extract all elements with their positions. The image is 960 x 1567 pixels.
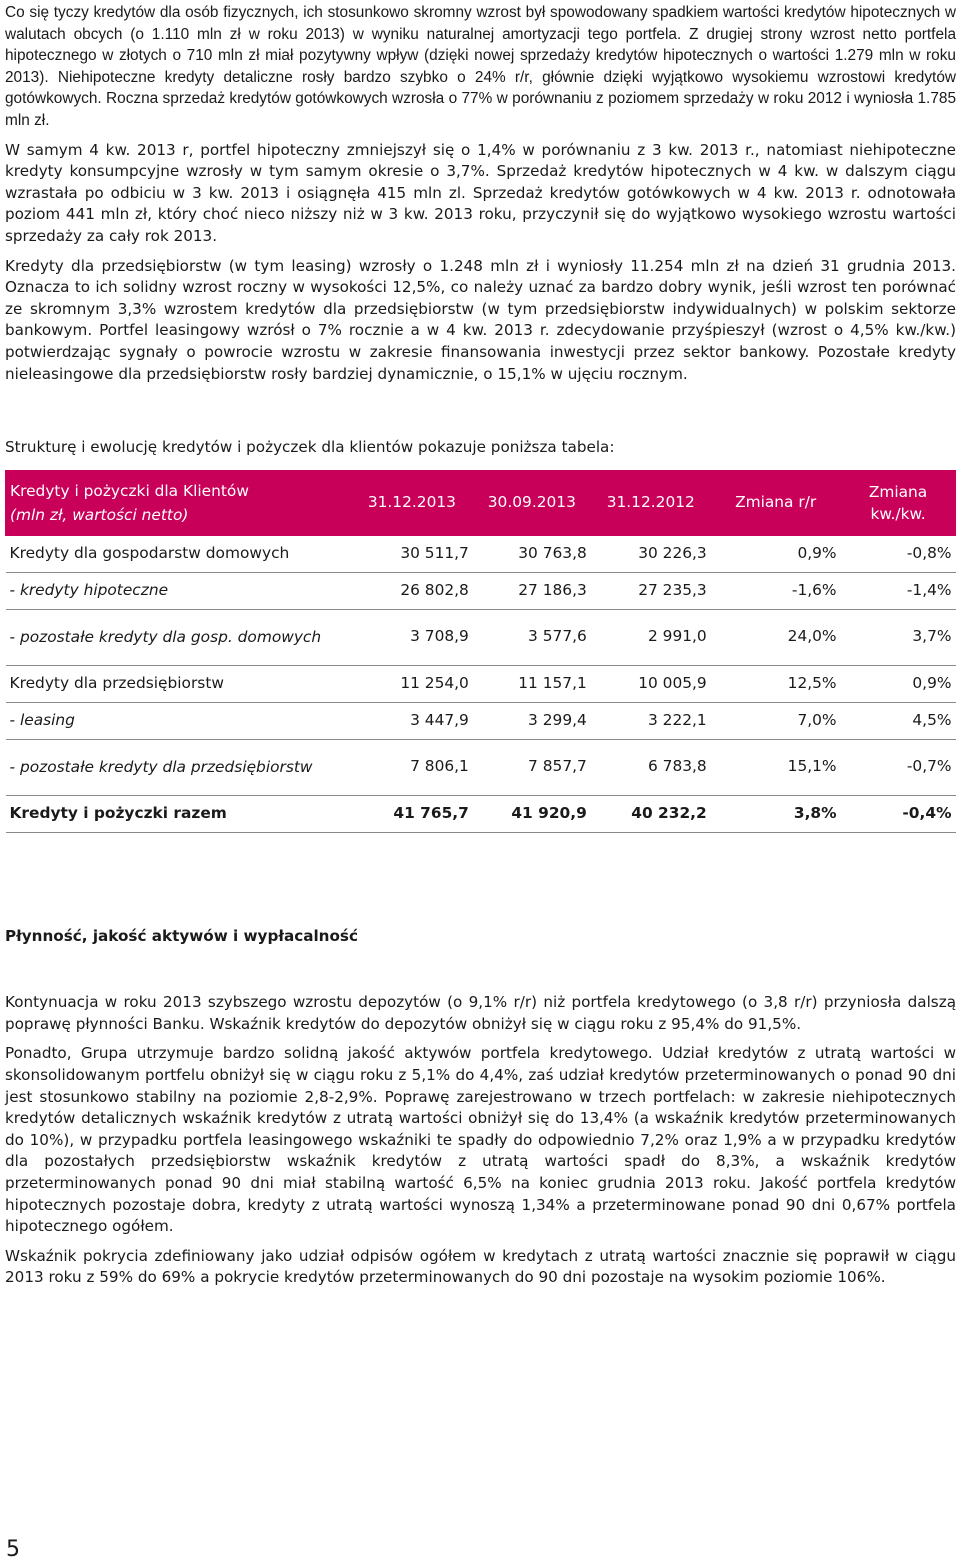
table-intro: Strukturę i ewolucję kredytów i pożyczek dla klientów pokazuje poniższa tabela: <box>5 438 615 457</box>
paragraph-liquidity: Kontynuacja w roku 2013 szybszego wzrostu depozytów (o 9,1% r/r) niż portfela kredytowego (o 3,8 r/r) przyniosła dalszą poprawę płynności Banku. Wskaźnik kredytów do depozytów obniżył się w ciągu roku z 95,4% do 91,5%. <box>5 993 956 1033</box>
document-page <box>5 2 956 1289</box>
cell-value: 0,9% <box>711 535 841 572</box>
row-label: - leasing <box>6 702 351 739</box>
table-header-title: Kredyty i pożyczki dla Klientów <box>10 481 249 500</box>
cell-value: -0,7% <box>841 739 956 795</box>
paragraph-retail-loans: Co się tyczy kredytów dla osób fizycznych, ich stosunkowo skromny wzrost był spowodowany spadkiem wartości kredytów hipotecznych w walutach obcych (o 1.110 mln zł w roku 2013) w wyniku naturalnej amortyzacji tego portfela. Z drugiej strony wzrost netto portfela hipotecznego w złotych o 710 mln zł miał pozytywny wpływ (dzięki nowej sprzedaży kredytów hipotecznych o wartości 1.279 mln w roku 2013). Niehipoteczne kredyty detaliczne rosły bardzo szybko o 24% r/r, głównie dzięki wyjątkowo wysokiemu wzrostowi kredytów gotówkowych. Roczna sprzedaż kredytów gotówkowych wzrosła o 77% w porównaniu z poziomem sprzedaży w roku 2012 i wyniosła 1.785 mln zł. <box>5 4 956 129</box>
cell-value: 10 005,9 <box>591 665 711 702</box>
table-row <box>6 535 956 572</box>
table-header-col-qoq: Zmiana kw./kw. <box>841 470 956 535</box>
table-header-col-2012-12: 31.12.2012 <box>591 470 711 535</box>
paragraph-corporate-loans: Kredyty dla przedsiębiorstw (w tym leasing) wzrosły o 1.248 mln zł i wyniosły 11.254 mln zł na dzień 31 grudnia 2013. Oznacza to ich solidny wzrost roczny w wysokości 12,5%, co należy uznać za bardzo dobry wynik, jeśli wzrost ten porównać ze skromnym 3,3% wzrostem kredytów dla przedsiębiorstw (w tym przedsiębiorstw indywidualnych) w polskim sektorze bankowym. Portfel leasingowy wzrósł o 7% rocznie a w 4 kw. 2013 r. zdecydowanie przyśpieszył (wzrost o 4,5% kw./kw.) potwierdzając sygnały o powrocie wzrostu w zakresie finansowania inwestycji przez sektor bankowy. Pozostałe kredyty nieleasingowe dla przedsiębiorstw rosły bardziej dynamicznie, o 15,1% w ujęciu rocznym. <box>5 256 956 383</box>
table-row <box>6 702 956 739</box>
cell-value: 40 232,2 <box>591 795 711 832</box>
cell-value: 0,9% <box>841 665 956 702</box>
section-title: Płynność, jakość aktywów i wypłacalność <box>5 926 358 945</box>
cell-value: 3 299,4 <box>473 702 591 739</box>
cell-value: 3 577,6 <box>473 609 591 665</box>
table-header-col-2013-12: 31.12.2013 <box>351 470 473 535</box>
paragraph-asset-quality: Ponadto, Grupa utrzymuje bardzo solidną jakość aktywów portfela kredytowego. Udział kredytów z utratą wartości w skonsolidowanym portfelu obniżył się w ciągu roku z 5,1% do 4,4%, zaś udział kredytów przeterminowanych o ponad 90 dni jest stosunkowo stabilny na poziomie 2,8-2,9%. Poprawę zarejestrowano w trzech portfelach: w zakresie niehipotecznych kredytów detalicznych wskaźnik kredytów z utratą wartości obniżył się do 13,4% (a wskaźnik kredytów przeterminowanych do 10%), w przypadku portfela leasingowego wskaźniki te spadły do odpowiednio 7,2% oraz 1,9% a w przypadku kredytów dla pozostałych przedsiębiorstw wskaźnik kredytów z utratą wartości spadł do 8,3%, a wskaźnik kredytów przeterminowanych ponad 90 dni miał stabilną wartość 6,5% na koniec grudnia 2013 roku. Jakość portfela kredytów hipotecznych pozostaje dobra, kredyty z utratą wartości wynoszą 1,34% a przeterminowane ponad 90 dni 0,67% portfela hipotecznego ogółem. <box>5 1044 956 1236</box>
cell-value: 11 157,1 <box>473 665 591 702</box>
cell-value: 15,1% <box>711 739 841 795</box>
page-number: 5 <box>6 1537 20 1562</box>
cell-value: 41 920,9 <box>473 795 591 832</box>
cell-value: 27 186,3 <box>473 572 591 609</box>
table-row <box>6 739 956 795</box>
table-header-col-2013-09: 30.09.2013 <box>473 470 591 535</box>
cell-value: 7 857,7 <box>473 739 591 795</box>
paragraph-q4-mortgage: W samym 4 kw. 2013 r, portfel hipoteczny zmniejszył się o 1,4% w porównaniu z 3 kw. 2013 r., natomiast niehipoteczne kredyty konsumpcyjne wzrosły w tym samym okresie o 3,7%. Sprzedaż kredytów hipotecznych w 4 kw. w dalszym ciągu wzrastała po odbiciu w 3 kw. 2013 i osiągnęła 415 mln zl. Sprzedaż kredytów gotówkowych w 4 kw. 2013 r. odnotowała poziom 441 mln zł, który choć nieco niższy niż w 3 kw. 2013 roku, przyczynił się do wyjątkowo wysokiego wzrostu wartości sprzedaży za cały rok 2013. <box>5 140 956 245</box>
table-header-row <box>6 470 956 535</box>
cell-value: -0,8% <box>841 535 956 572</box>
loans-table <box>5 470 956 833</box>
cell-value: 6 783,8 <box>591 739 711 795</box>
cell-value: 41 765,7 <box>351 795 473 832</box>
row-label: - pozostałe kredyty dla przedsiębiorstw <box>6 739 351 795</box>
row-label: - kredyty hipoteczne <box>6 572 351 609</box>
cell-value: 3 708,9 <box>351 609 473 665</box>
table-header-unit: (mln zł, wartości netto) <box>10 505 189 524</box>
table-total-row <box>6 795 956 832</box>
cell-value: 26 802,8 <box>351 572 473 609</box>
cell-value: 30 226,3 <box>591 535 711 572</box>
cell-value: 2 991,0 <box>591 609 711 665</box>
cell-value: -1,4% <box>841 572 956 609</box>
cell-value: -0,4% <box>841 795 956 832</box>
row-label: Kredyty dla przedsiębiorstw <box>6 665 351 702</box>
table-row <box>6 665 956 702</box>
row-label: - pozostałe kredyty dla gosp. domowych <box>6 609 351 665</box>
row-label: Kredyty dla gospodarstw domowych <box>6 535 351 572</box>
cell-value: 30 511,7 <box>351 535 473 572</box>
cell-value: 27 235,3 <box>591 572 711 609</box>
cell-value: 30 763,8 <box>473 535 591 572</box>
cell-value: -1,6% <box>711 572 841 609</box>
cell-value: 12,5% <box>711 665 841 702</box>
cell-value: 11 254,0 <box>351 665 473 702</box>
row-label: Kredyty i pożyczki razem <box>6 795 351 832</box>
paragraph-coverage-ratio: Wskaźnik pokrycia zdefiniowany jako udział odpisów ogółem w kredytach z utratą wartości znacznie się poprawił w ciągu 2013 roku z 59% do 69% a pokrycie kredytów przeterminowanych do 90 dni pozostaje na wysokim poziomie 106%. <box>5 1246 956 1287</box>
table-row <box>6 572 956 609</box>
cell-value: 7,0% <box>711 702 841 739</box>
table-row <box>6 609 956 665</box>
cell-value: 3,8% <box>711 795 841 832</box>
table-header-label <box>6 470 351 535</box>
cell-value: 3,7% <box>841 609 956 665</box>
cell-value: 24,0% <box>711 609 841 665</box>
cell-value: 3 447,9 <box>351 702 473 739</box>
cell-value: 7 806,1 <box>351 739 473 795</box>
cell-value: 3 222,1 <box>591 702 711 739</box>
cell-value: 4,5% <box>841 702 956 739</box>
table-header-col-yoy: Zmiana r/r <box>711 470 841 535</box>
